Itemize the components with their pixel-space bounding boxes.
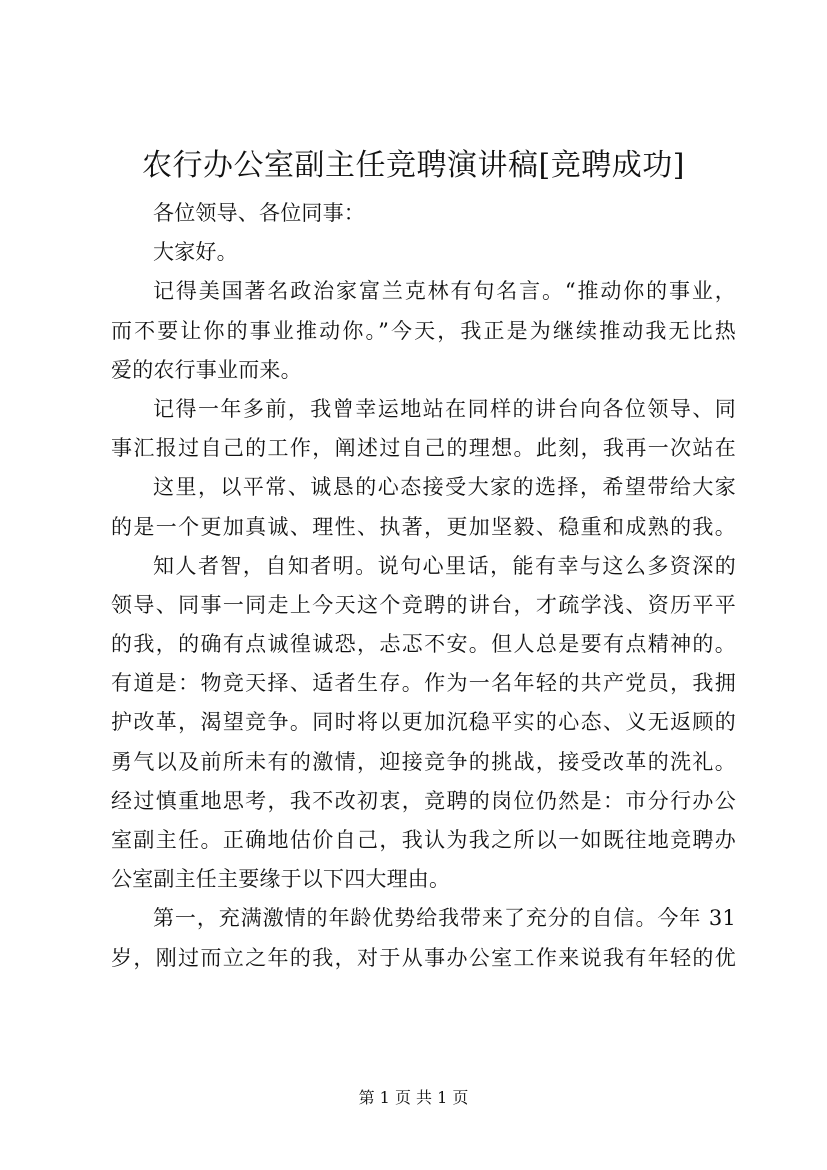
text-line: 勇气以及前所未有的激情，迎接竞争的挑战，接受改革的洗礼。 [111,749,736,774]
text-line: 第一，充满激情的年龄优势给我带来了充分的自信。今年 31 [153,906,736,931]
document-title: 农行办公室副主任竞聘演讲稿[竞聘成功] [142,148,685,183]
text-line: 公室副主任主要缘于以下四大理由。 [111,867,451,892]
text-line: 护改革，渴望竞争。同时将以更加沉稳平实的心态、义无返顾的 [111,710,736,735]
text-line: 知人者智，自知者明。说句心里话，能有幸与这么多资深的 [153,553,736,578]
text-line: 领导、同事一同走上今天这个竞聘的讲台，才疏学浅、资历平平 [111,592,736,617]
text-line: 的我，的确有点诚徨诚恐，忐忑不安。但人总是要有点精神的。 [111,632,736,657]
page-number-footer: 第 1 页 共 1 页 [358,1088,469,1107]
text-line: 岁，刚过而立之年的我，对于从事办公室工作来说我有年轻的优 [111,945,736,970]
text-line: 室副主任。正确地估价自己，我认为我之所以一如既往地竞聘办 [111,828,736,852]
text-line: 这里，以平常、诚恳的心态接受大家的选择，希望带给大家 [153,475,736,500]
text-line: 大家好。 [153,240,238,265]
text-line: 各位领导、各位同事： [153,201,365,225]
text-line: 有道是：物竞天择、适者生存。作为一名年轻的共产党员，我拥 [111,671,736,696]
text-line: 的是一个更加真诚、理性、执著，更加坚毅、稳重和成熟的我。 [111,514,736,539]
text-line: 记得美国著名政治家富兰克林有句名言。“推动你的事业， [153,279,736,304]
text-line: 爱的农行事业而来。 [111,357,302,382]
text-line: 事汇报过自己的工作，阐述过自己的理想。此刻，我再一次站在 [111,436,736,461]
document-body [111,194,736,978]
text-line: 记得一年多前，我曾幸运地站在同样的讲台向各位领导、同 [153,396,736,421]
text-line: 经过慎重地思考，我不改初衷，竞聘的岗位仍然是：市分行办公 [111,788,736,813]
text-line: 而不要让你的事业推动你。”今天，我正是为继续推动我无比热 [111,318,736,343]
